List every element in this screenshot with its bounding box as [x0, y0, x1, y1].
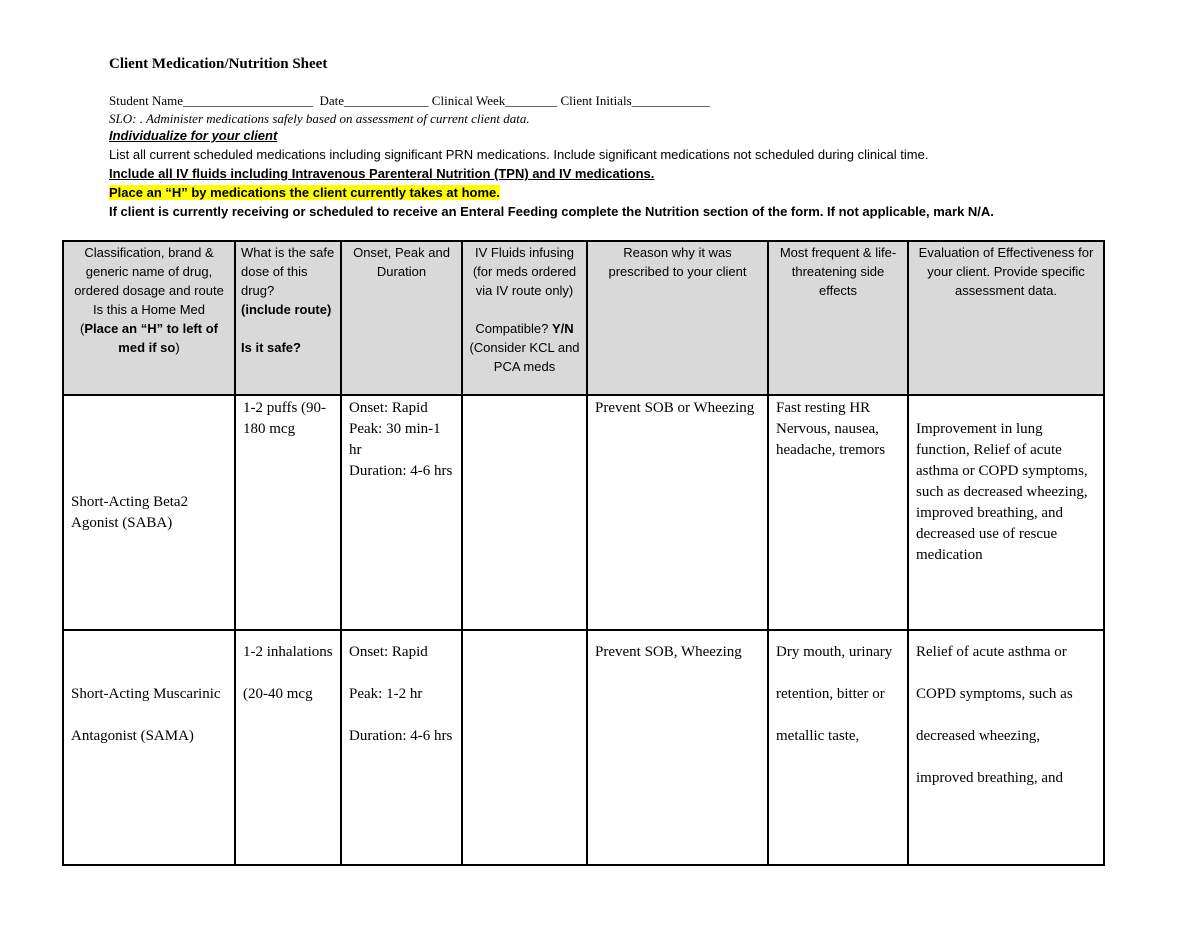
header-safe-dose: What is the safe dose of this drug? (include route) Is it safe?	[235, 241, 341, 395]
dose-cell: 1-2 inhalations (20-40 mcg	[235, 630, 341, 865]
reason-cell: Prevent SOB or Wheezing	[587, 395, 768, 630]
evaluation-cell: Improvement in lung function, Relief of acute asthma or COPD symptoms, such as decreased wheezing, improved breathing, and decreased use of rescue medication	[908, 395, 1104, 630]
instruction-enteral: If client is currently receiving or scheduled to receive an Enteral Feeding complete the Nutrition section of the form. If not applicable, mark N/A.	[109, 204, 994, 219]
header-side-effects: Most frequent & life-threatening side effects	[768, 241, 908, 395]
evaluation-cell: Relief of acute asthma or COPD symptoms, such as decreased wheezing, improved breathing, and	[908, 630, 1104, 865]
instruction-home-meds: Place an “H” by medications the client currently takes at home.	[109, 185, 500, 200]
onset-cell: Onset: Rapid Peak: 30 min-1 hr Duration: 4-6 hrs	[341, 395, 462, 630]
dose-cell: 1-2 puffs (90-180 mcg	[235, 395, 341, 630]
header-drug: Classification, brand & generic name of drug, ordered dosage and route Is this a Home Med (Place an “H” to left of med if so)	[63, 241, 235, 395]
reason-cell: Prevent SOB, Wheezing	[587, 630, 768, 865]
header-reason: Reason why it was prescribed to your client	[587, 241, 768, 395]
header-iv-fluids: IV Fluids infusing (for meds ordered via IV route only) Compatible? Y/N (Consider KCL and PCA meds	[462, 241, 587, 395]
iv-cell	[462, 395, 587, 630]
sheet-title: Client Medication/Nutrition Sheet	[109, 56, 328, 72]
side-effects-cell: Fast resting HR Nervous, nausea, headache, tremors	[768, 395, 908, 630]
table-row	[63, 395, 1104, 630]
instruction-list-meds: List all current scheduled medications including significant PRN medications. Include significant medications not scheduled during clinical time.	[109, 147, 929, 162]
header-onset: Onset, Peak and Duration	[341, 241, 462, 395]
drug-cell: Short-Acting Muscarinic Antagonist (SAMA)	[63, 630, 235, 865]
slo-line: SLO: . Administer medications safely based on assessment of current client data.	[109, 111, 530, 126]
student-info-line: Student Name____________________ Date_____________ Clinical Week________ Client Initials____________	[109, 93, 710, 108]
side-effects-cell: Dry mouth, urinary retention, bitter or metallic taste,	[768, 630, 908, 865]
onset-cell: Onset: Rapid Peak: 1-2 hr Duration: 4-6 hrs	[341, 630, 462, 865]
table-header-row	[63, 241, 1104, 395]
instruction-iv-fluids: Include all IV fluids including Intravenous Parenteral Nutrition (TPN) and IV medications.	[109, 166, 655, 181]
table-row	[63, 630, 1104, 865]
medication-table	[62, 240, 1105, 866]
drug-cell: Short-Acting Beta2 Agonist (SABA)	[63, 395, 235, 630]
individualize-heading: Individualize for your client	[109, 128, 278, 143]
iv-cell	[462, 630, 587, 865]
header-evaluation: Evaluation of Effectiveness for your client. Provide specific assessment data.	[908, 241, 1104, 395]
